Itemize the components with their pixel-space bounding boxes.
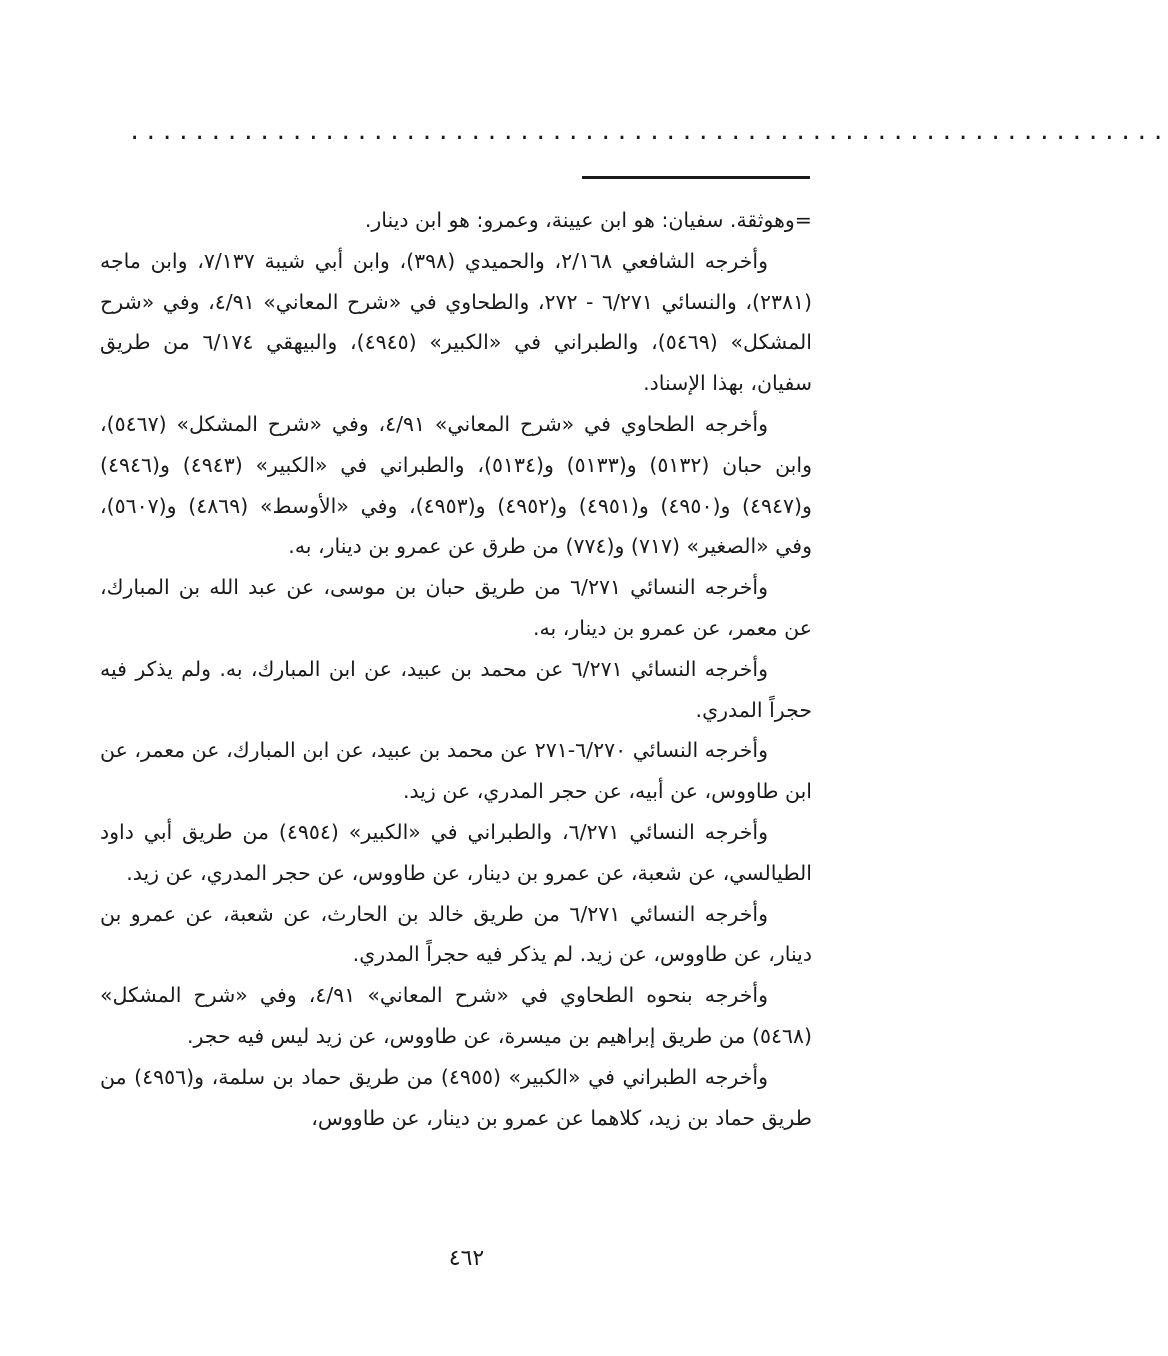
paragraph-continuation: =وهوثقة. سفيان: هو ابن عيينة، وعمرو: هو ابن دينار.	[364, 208, 812, 232]
paragraph: وأخرجه النسائي ٦/٢٧٠-٢٧١ عن محمد بن عبيد، عن ابن المبارك، عن معمر، عن ابن طاووس، عن أبيه، عن حجر المدري، عن زيد.	[100, 738, 812, 804]
paragraph: وأخرجه النسائي ٦/٢٧١، والطبراني في «الكبير» (٤٩٥٤) من طريق أبي داود الطيالسي، عن شعبة، عن عمرو بن دينار، عن طاووس، عن حجر المدري، عن زيد.	[100, 819, 812, 885]
footnote-text	[100, 200, 812, 1138]
footnote-rule	[582, 176, 810, 179]
paragraph: وأخرجه بنحوه الطحاوي في «شرح المعاني» ٤/٩١، وفي «شرح المشكل» (٥٤٦٨) من طريق إبراهيم بن ميسرة، عن طاووس، عن زيد ليس فيه حجر.	[100, 983, 812, 1048]
page-number: ٤٦٢	[448, 1246, 485, 1271]
paragraph: وأخرجه الطبراني في «الكبير» (٤٩٥٥) من طريق حماد بن سلمة، و(٤٩٥٦) من طريق حماد بن زيد، كلاهما عن عمرو بن دينار، عن طاووس،	[100, 1064, 812, 1130]
paragraph: وأخرجه الشافعي ٢/١٦٨، والحميدي (٣٩٨)، وابن أبي شيبة ٧/١٣٧، وابن ماجه (٢٣٨١)، والنسائي ٦/٢٧١ - ٢٧٢، والطحاوي في «شرح المعاني» ٤/٩١، وفي «شرح المشكل» (٥٤٦٩)، والطبراني في «الكبير» (٤٩٤٥)، والبيهقي ٦/١٧٤ من طريق سفيان، بهذا الإسناد.	[100, 248, 812, 396]
paragraph: وأخرجه النسائي ٦/٢٧١ عن محمد بن عبيد، عن ابن المبارك، به. ولم يذكر فيه حجراً المدري.	[100, 656, 812, 722]
paragraph: وأخرجه النسائي ٦/٢٧١ من طريق حبان بن موسى، عن عبد الله بن المبارك، عن معمر، عن عمرو بن دينار، به.	[100, 575, 812, 640]
dotted-separator: ................................................................	[128, 120, 1168, 145]
paragraph: وأخرجه الطحاوي في «شرح المعاني» ٤/٩١، وفي «شرح المشكل» (٥٤٦٧)، وابن حبان (٥١٣٢) و(٥١٣٣) و(٥١٣٤)، والطبراني في «الكبير» (٤٩٤٣) و(٤٩٤٦) و(٤٩٤٧) و(٤٩٥٠) و(٤٩٥١) و(٤٩٥٢) و(٤٩٥٣)، وفي «الأوسط» (٤٨٦٩) و(٥٦٠٧)، وفي «الصغير» (٧١٧) و(٧٧٤) من طرق عن عمرو بن دينار، به.	[100, 411, 812, 559]
paragraph: وأخرجه النسائي ٦/٢٧١ من طريق خالد بن الحارث، عن شعبة، عن عمرو بن دينار، عن طاووس، عن زيد. لم يذكر فيه حجراً المدري.	[100, 901, 812, 967]
